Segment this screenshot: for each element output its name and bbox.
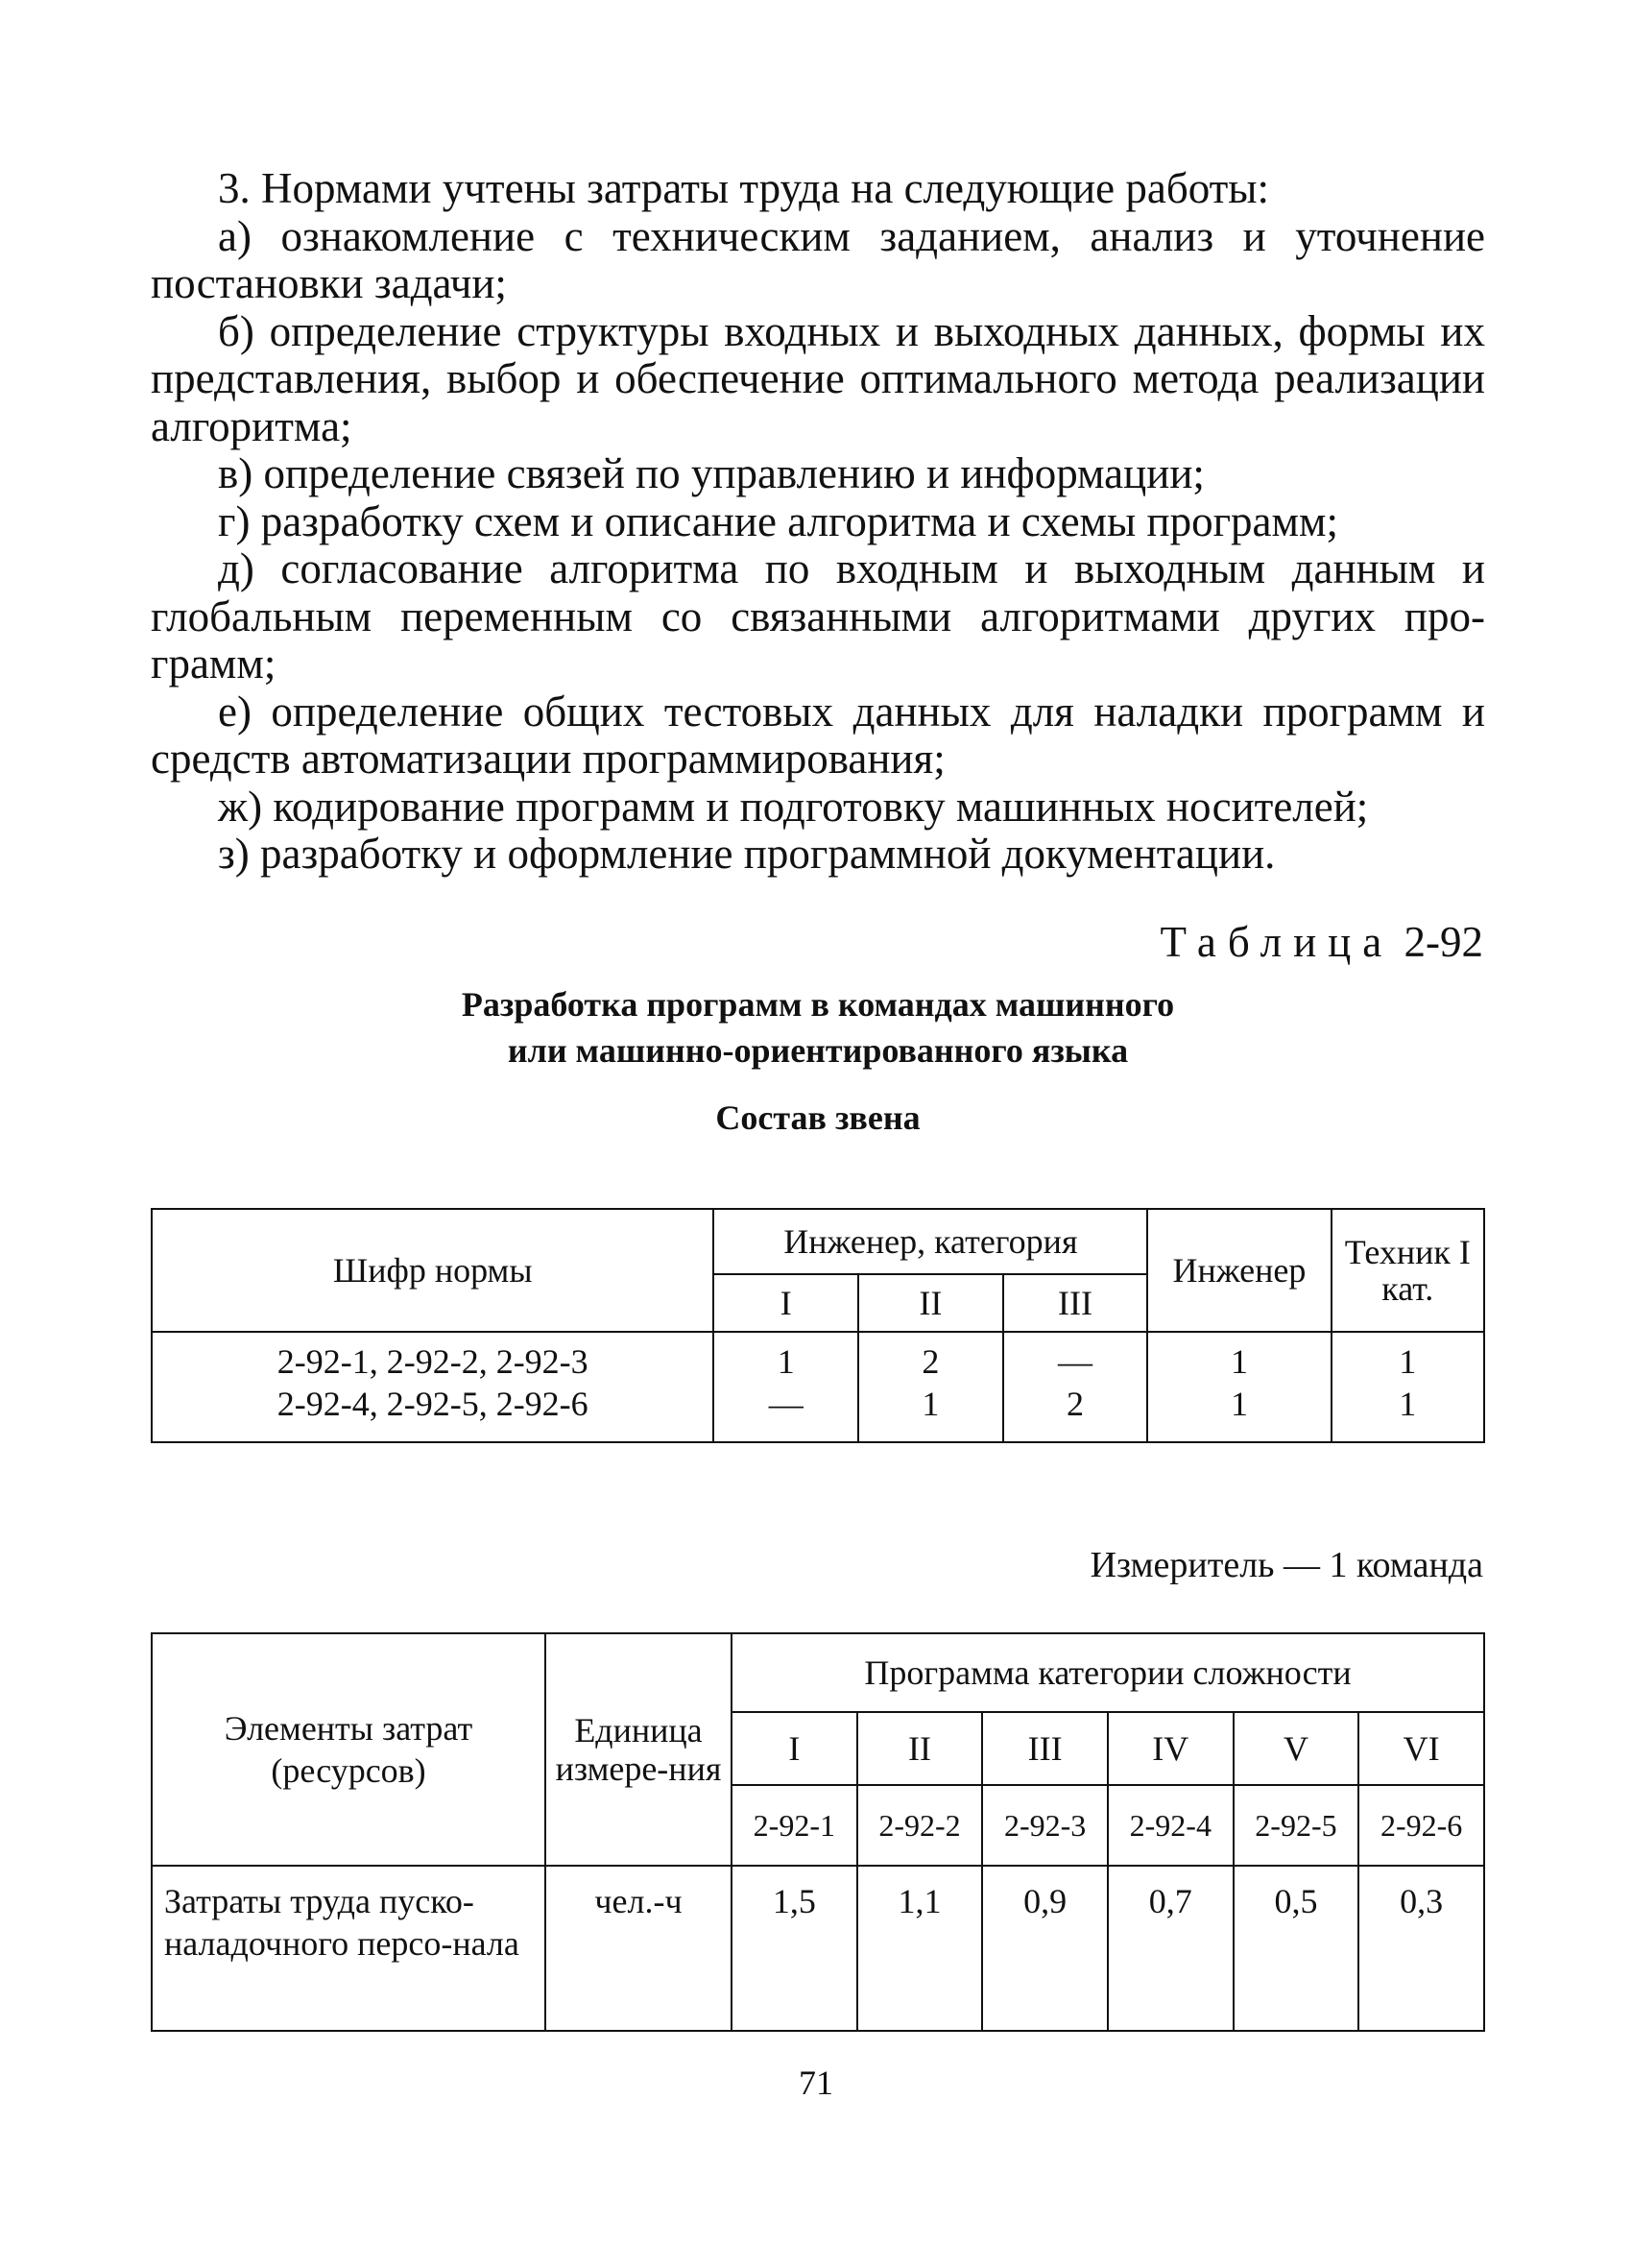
table-title: [151, 981, 1485, 1074]
norm-cat-3: III: [982, 1712, 1108, 1785]
crew-header-cat-2: II: [858, 1274, 1003, 1332]
table-row: 2-92-4, 2-92-5, 2-92-6: [276, 1385, 588, 1423]
paragraph-z: з) разработку и оформление программной документации.: [218, 830, 1276, 878]
crew-value: —: [1057, 1342, 1092, 1381]
table-label-number: 2-92: [1404, 918, 1483, 966]
crew-value: 1: [1230, 1342, 1248, 1381]
norm-value-4: 0,7: [1108, 1866, 1234, 2031]
norm-value-5: 0,5: [1234, 1866, 1359, 2031]
norm-code-3: 2-92-3: [982, 1785, 1108, 1866]
crew-value: 1: [777, 1342, 795, 1381]
norm-cat-1: I: [732, 1712, 857, 1785]
paragraph-b: б) определение структуры входных и выходных данных, формы их представления, выбор и обеспечение оптимального метода реализации алгоритма;: [151, 306, 1485, 450]
norm-code-2: 2-92-2: [857, 1785, 983, 1866]
measure-unit: Измеритель — 1 команда: [1090, 1545, 1483, 1585]
paragraph-3: 3. Нормами учтены затраты труда на следующие работы:: [218, 164, 1270, 212]
crew-cat1-cell: [713, 1332, 858, 1442]
crew-value: 1: [1399, 1342, 1417, 1381]
paragraph-v: в) определение связей по управлению и информации;: [218, 449, 1205, 497]
norm-code-1: 2-92-1: [732, 1785, 857, 1866]
crew-header-engineer: Инженер: [1147, 1209, 1331, 1332]
crew-technician-cell: [1332, 1332, 1484, 1442]
norm-value-2: 1,1: [857, 1866, 983, 2031]
crew-table: [151, 1208, 1485, 1443]
crew-value: 1: [1230, 1385, 1248, 1423]
table-label-word: Таблица: [1160, 918, 1394, 966]
norm-value-6: 0,3: [1358, 1866, 1484, 2031]
norm-code-6: 2-92-6: [1358, 1785, 1484, 1866]
norm-row-unit: чел.-ч: [545, 1866, 732, 2031]
table-label: [1161, 917, 1483, 967]
table-title-line-1: Разработка программ в командах машинного: [461, 985, 1175, 1024]
paragraph-g: г) разработку схем и описание алгоритма и схемы программ;: [218, 496, 1338, 545]
norm-cat-4: IV: [1108, 1712, 1234, 1785]
norm-value-1: 1,5: [732, 1866, 857, 2031]
norm-header-program: Программа категории сложности: [732, 1633, 1484, 1712]
crew-value: 2: [1066, 1385, 1084, 1423]
crew-header-cat-1: I: [713, 1274, 858, 1332]
table-title-line-2: или машинно-ориентированного языка: [507, 1031, 1129, 1070]
crew-cat3-cell: [1003, 1332, 1148, 1442]
norm-table: [151, 1632, 1485, 2032]
norms-text: [151, 165, 1485, 879]
paragraph-a: а) ознакомление с техническим заданием, анализ и уточнение постановки задачи;: [151, 211, 1485, 307]
norm-header-elements: Элементы затрат (ресурсов): [152, 1633, 545, 1866]
crew-header-code: Шифр нормы: [152, 1209, 713, 1332]
crew-subtitle: Состав звена: [715, 1098, 921, 1137]
norm-value-3: 0,9: [982, 1866, 1108, 2031]
norm-cat-6: VI: [1358, 1712, 1484, 1785]
crew-value: 2: [922, 1342, 940, 1381]
page-number: 71: [799, 2063, 833, 2102]
norm-header-unit: Единица измере-ния: [545, 1633, 732, 1866]
norm-code-4: 2-92-4: [1108, 1785, 1234, 1866]
norm-cat-5: V: [1234, 1712, 1359, 1785]
crew-value: 1: [1399, 1385, 1417, 1423]
crew-value: —: [768, 1385, 804, 1423]
crew-header-cat-3: III: [1003, 1274, 1148, 1332]
crew-codes-cell: [152, 1332, 713, 1442]
crew-header-technician: Техник I кат.: [1332, 1209, 1484, 1332]
norm-cat-2: II: [857, 1712, 983, 1785]
crew-value: 1: [922, 1385, 940, 1423]
crew-cat2-cell: [858, 1332, 1003, 1442]
paragraph-zh: ж) кодирование программ и подготовку машинных носителей;: [218, 782, 1369, 831]
paragraph-d: д) согласование алгоритма по входным и выходным данным и глобальным переменным со связанными алгоритмами других программ;: [151, 544, 1485, 688]
table-row: 2-92-1, 2-92-2, 2-92-3: [276, 1342, 588, 1381]
crew-header-engineer-category: Инженер, категория: [713, 1209, 1147, 1274]
paragraph-e: е) определение общих тестовых данных для наладки программ и средств автоматизации программирования;: [151, 687, 1485, 783]
crew-engineer-cell: [1147, 1332, 1331, 1442]
norm-row-element: Затраты труда пуско-наладочного персо-нала: [152, 1866, 545, 2031]
norm-code-5: 2-92-5: [1234, 1785, 1359, 1866]
